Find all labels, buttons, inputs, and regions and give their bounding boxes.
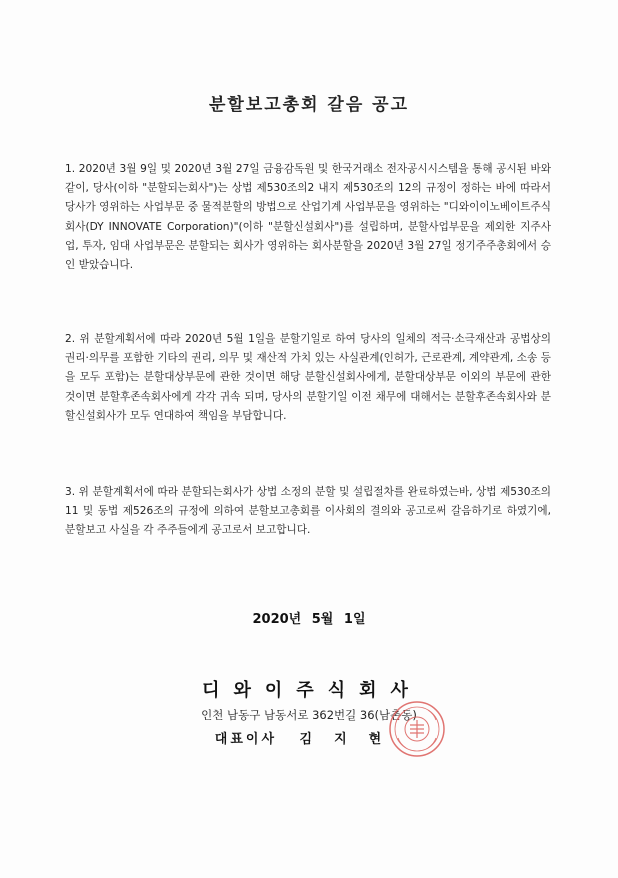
company-name: 디와이주식회사 <box>202 680 422 701</box>
paragraph-2: 2. 위 분할계획서에 따라 2020년 5월 1일을 분할기일로 하여 당사의 일체의 적극·소극재산과 공법상의 권리·의무를 포함한 기타의 권리, 의무 및 재산적 가치 있는 사실관계(인허가, 근로관계, 계약관계, 소송 등을 모두 포함)는 분할대상부문에 관한 것이면 해당 분할신설회사에게, 분할대상부문 이외의 부문에 관한 것이면 분할후존속회사에게 각각 귀속 되며, 당사의 분할기일 이전 채무에 대해서는 분할후존속회사와 분할신설회사가 모두 연대하여 책임을 부담합니다. <box>65 333 551 422</box>
company-seal-stamp-icon <box>388 700 446 758</box>
company-address: 인천 남동구 남동서로 362번길 36(남촌동) <box>201 708 417 722</box>
document-title: 분할보고총회 갈음 공고 <box>208 95 410 115</box>
representative-name: 김지현 <box>299 732 404 747</box>
paragraph-3: 3. 위 분할계획서에 따라 분할되는회사가 상법 소정의 분할 및 설립절차를 완료하였는바, 상법 제530조의11 및 동법 제526조의 규정에 의하여 분할보고총회를 이사회의 결의와 공고로써 갈음하기로 하였기에, 분할보고 사실을 각 주주들에게 공고로서 보고합니다. <box>65 486 551 537</box>
representative-line <box>0 728 618 747</box>
announcement-date: 2020년 5월 1일 <box>252 612 366 627</box>
representative-title: 대표이사 <box>214 732 277 747</box>
paragraph-1: 1. 2020년 3월 9일 및 2020년 3월 27일 금융감독원 및 한국거래소 전자공시시스템을 통해 공시된 바와 같이, 당사(이하 "분할되는회사")는 상법 제530조의2 내지 제530조의 12의 규정이 정하는 바에 따라서 당사가 영위하는 사업부문 중 물적분할의 방법으로 산업기계 사업부문을 영위하는 "디와이이노베이트주식회사(DY INNOVATE Corporation)"(이하 "분할신설회사")를 설립하며, 분할사업부문을 제외한 지주사업, 투자, 임대 사업부문은 분할되는 회사가 영위하는 회사분할을 2020년 3월 27일 정기주주총회에서 승인 받았습니다. <box>65 163 551 272</box>
